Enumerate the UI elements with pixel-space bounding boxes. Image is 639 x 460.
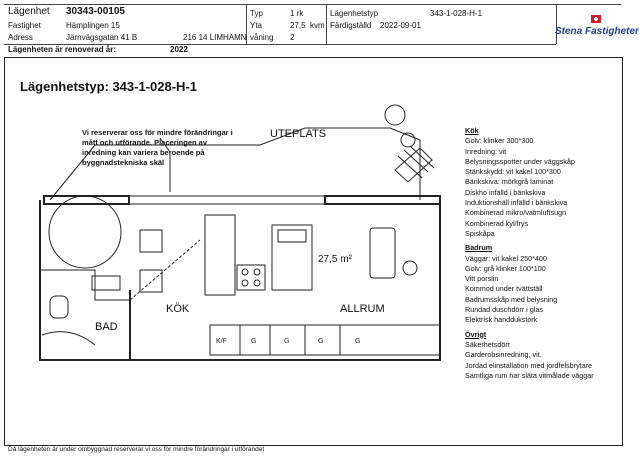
vaning-label: våning — [250, 33, 274, 42]
stove — [237, 265, 265, 290]
spec-item: Belysningsspotter under väggskåp — [465, 156, 575, 166]
lagenhet-value: 30343-00105 — [66, 6, 125, 17]
renoverad-label: Lägenheten är renoverad år: — [8, 45, 117, 54]
badrum-heading: Badrum — [465, 243, 493, 253]
sofa-table — [403, 261, 417, 275]
spec-item: Bänkskiva: mörkgrå laminat — [465, 177, 554, 187]
kok-heading: Kök — [465, 126, 479, 135]
spec-item: Inredning: vit — [465, 146, 507, 156]
yta-value: 27,5 — [290, 21, 306, 30]
window-left — [44, 196, 129, 204]
lagenhet-label: Lägenhet — [8, 6, 50, 17]
spec-item: Kommod under tvättställ — [465, 284, 543, 294]
cabinet-label: G — [251, 338, 257, 345]
patio-chair — [385, 105, 434, 182]
spec-item: Badrumsskåp med belysning — [465, 294, 558, 304]
spec-item: Vitt porslin — [465, 274, 499, 284]
spec-item: Kombinerad kyl/frys — [465, 218, 529, 228]
spec-item: Garderobsinredning, vit. — [465, 350, 542, 360]
cabinet-label: G — [318, 338, 324, 345]
spec-item: Säkerhetsdörr — [465, 339, 511, 349]
spec-item: Jordad elinstallation med jordfelsbrytare — [465, 360, 593, 370]
reservation-note: Vi reserverar oss för mindre förändringar i mått och utförande. Placeringen av inredning kan variera beroende på byggnadstekniska skäl — [82, 128, 233, 167]
typ-value: 1 rk — [290, 9, 304, 18]
logo-text: Stena Fastigheter — [555, 26, 639, 37]
kok-label: KÖK — [166, 303, 190, 315]
balcony-door — [129, 196, 325, 204]
spec-item: Golv: klinker 300*300 — [465, 136, 534, 146]
fardigstalld-label: Färdigställd — [330, 21, 372, 30]
allrum-label: ALLRUM — [340, 303, 385, 315]
cabinet-label: K/F — [216, 338, 227, 345]
fastighet-label: Fastighet — [8, 21, 41, 30]
spec-item: Diskho infälld i bänkskiva — [465, 187, 546, 197]
spec-item: Stänkskydd: vit kakel 100*300 — [465, 167, 561, 177]
ovrigt-heading: Övrigt — [465, 329, 487, 339]
spec-item: Samtliga rum har släta vitmålade väggar — [465, 370, 594, 380]
adress-label: Adress — [8, 33, 33, 42]
cabinet-label: G — [284, 338, 290, 345]
spec-item: Kombinerad mikro/vatmluftsugn — [465, 208, 567, 218]
spec-item: Golv: grå klinker 100*100 — [465, 263, 546, 273]
patio-outline — [50, 128, 420, 200]
yta-unit: kvm — [310, 21, 325, 30]
sink — [92, 276, 120, 290]
wardrobe-row — [210, 325, 440, 355]
dining-chair-1 — [140, 230, 162, 252]
spec-list — [465, 126, 625, 381]
spec-item: Elektrisk handdukstork — [465, 315, 538, 325]
spec-item: Induktionshäll infälld i bänkskiva — [465, 198, 568, 208]
uteplats-label: UTEPLATS — [270, 128, 327, 140]
lagenhetstyp-value: 343-1-028-H-1 — [430, 9, 483, 18]
spec-item: Väggar: vit kakel 250*400 — [465, 253, 547, 263]
typ-label: Typ — [250, 9, 263, 18]
toilet — [50, 296, 68, 318]
bath-wall-top — [40, 270, 130, 300]
kitchen-counter — [205, 215, 235, 295]
yta-label: Yta — [250, 21, 263, 30]
shower-door — [42, 332, 95, 345]
pillow — [278, 230, 306, 242]
bad-label: BAD — [95, 321, 118, 333]
spec-item: Spiskåpa — [465, 228, 495, 238]
spec-item: Rundad duschdörr i glas — [465, 305, 543, 315]
patio-detail — [160, 138, 170, 192]
fardigstalld-value: 2022-09-01 — [380, 21, 421, 30]
cabinet-label: G — [355, 338, 361, 345]
sofa — [370, 228, 395, 278]
lagenhetstyp-label: Lägenhetstyp — [330, 9, 379, 18]
vaning-value: 2 — [290, 33, 295, 42]
postort: 216 14 LIMHAMN — [183, 33, 247, 42]
adress-value: Järnvägsgatan 41 B — [66, 33, 138, 42]
round-table — [49, 196, 121, 268]
window-right — [325, 196, 440, 204]
plan-title: Lägenhetstyp: 343-1-028-H-1 — [20, 79, 197, 94]
area-label: 27,5 m² — [318, 254, 352, 265]
fastighet-value: Hämplingen 15 — [66, 21, 120, 30]
footer-note: Då lägenheten är under ombyggnad reserverar vi oss för mindre förändringar i utförandet — [8, 446, 265, 453]
renoverad-value: 2022 — [170, 45, 188, 54]
